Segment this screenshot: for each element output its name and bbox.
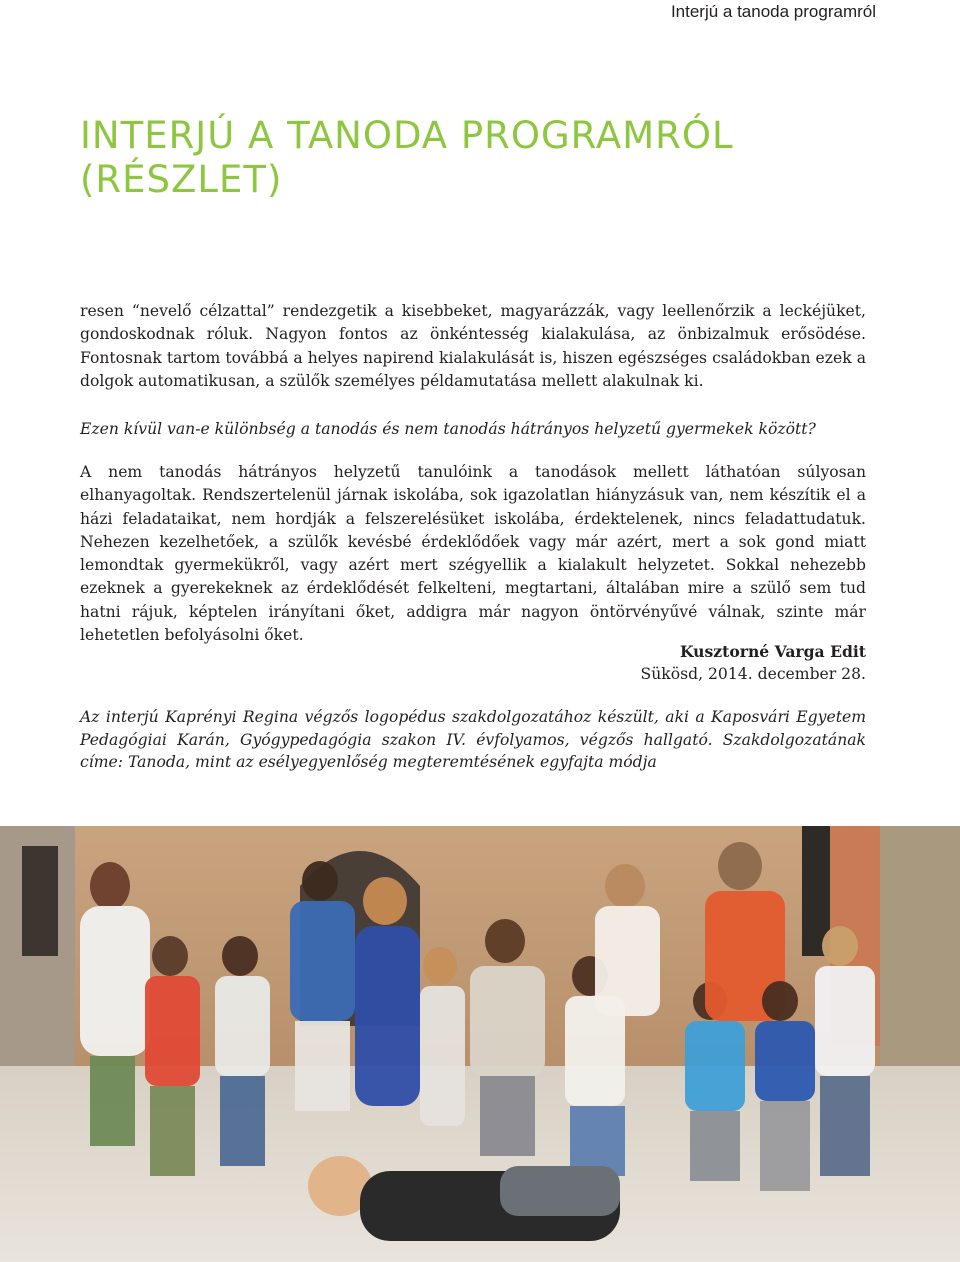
building-stone-right: [880, 826, 960, 1076]
signature-place-date: Sükösd, 2014. december 28.: [640, 665, 866, 683]
page-title-line2: (RÉSZLET): [80, 158, 283, 201]
page-title: [80, 114, 734, 202]
window-left: [22, 846, 58, 956]
signature-name: Kusztorné Varga Edit: [679, 642, 866, 661]
interview-question: Ezen kívül van-e különbség a tanodás és nem tanodás hátrányos helyzetű gyermekek között?: [80, 420, 816, 438]
page-title-line1: INTERJÚ A TANODA PROGRAMRÓL: [80, 114, 734, 157]
body-paragraph-2: A nem tanodás hátrányos helyzetű tanulóink a tanodások mellett láthatóan súlyosan elhanyagoltak. Rendszertelenül járnak iskolába, sok igazolatlan hiányzásuk van, nem készítik el a házi feladataikat, nem hordják a felszerelésüket iskolába, érdektelenek, nincs feladattudatuk. Nehezen kezelhetőek, a szülők kevésbé érdeklődőek vagy már azért, mert a sok gond miatt lemondtak gyermekükről, vagy azért mert szégyellik a kialakult helyzetet. Sokkal nehezebb ezeknek a gyerekeknek az érdeklődését felkelteni, megtartani, általában mire a szülő sem tud hatni rájuk, képtelen irányítani őket, addigra már nagyon öntörvényűvé válnak, szinte már lehetetlen befolyásolni őket.: [80, 463, 866, 645]
running-header: Interjú a tanoda programról: [670, 2, 876, 21]
footnote: Az interjú Kaprényi Regina végzős logopédus szakdolgozatához készült, aki a Kaposvári Egyetem Pedagógiai Karán, Gyógypedagógia szakon IV. évfolyamos, végzős hallgató. Szakdolgozatának címe: Tanoda, mint az esélyegyenlőség megteremtésének egyfajta módja: [80, 708, 866, 771]
group-photo: [0, 826, 960, 1262]
body-paragraph-1: resen “nevelő célzattal” rendezgetik a kisebbeket, magyarázzák, vagy leellenőrzik a leckéjüket, gondoskodnak róluk. Nagyon fontos az önkéntesség kialakulása, az önbizalmuk erősödése. Fontosnak tartom továbbá a helyes napirend kialakulását is, hiszen egészséges családokban ezek a dolgok automatikusan, a szülők személyes példamutatása mellett alakulnak ki.: [80, 302, 866, 390]
